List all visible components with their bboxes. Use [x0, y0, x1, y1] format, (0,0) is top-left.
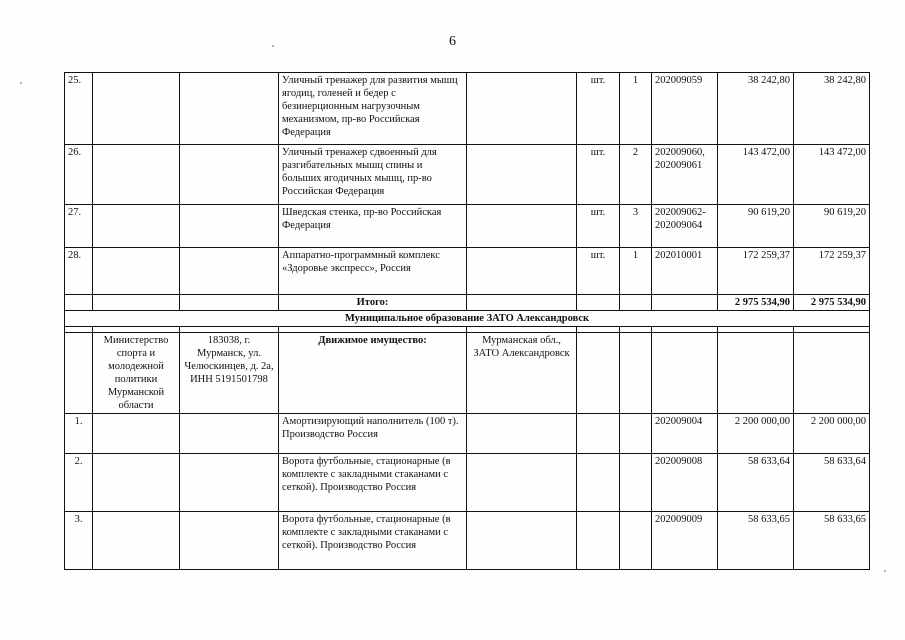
table-row	[65, 512, 870, 570]
table-cell	[467, 73, 577, 145]
table-cell	[180, 454, 279, 512]
num-cell: 3.	[65, 512, 93, 570]
inv-cell: 202009009	[652, 512, 718, 570]
qty-cell: 1	[620, 248, 652, 295]
unit-cell: шт.	[577, 248, 620, 295]
price-cell: 58 633,64	[718, 454, 794, 512]
qty-cell: 3	[620, 205, 652, 248]
scan-speck	[884, 570, 886, 572]
price-cell: 2 200 000,00	[718, 414, 794, 454]
name-cell: Аппаратно-программный комплекс «Здоровье экспресс», Россия	[279, 248, 467, 295]
num-cell: 2.	[65, 454, 93, 512]
table-row	[65, 248, 870, 295]
name-cell: Амортизирующий наполнитель (100 т). Производство Россия	[279, 414, 467, 454]
table-cell	[467, 414, 577, 454]
unit-cell: шт.	[577, 205, 620, 248]
unit-cell: шт.	[577, 73, 620, 145]
name-cell: Ворота футбольные, стационарные (в комплекте с закладными стаканами с сеткой). Производство Россия	[279, 454, 467, 512]
table-row	[65, 414, 870, 454]
table-cell	[467, 145, 577, 205]
scan-speck	[272, 45, 274, 47]
table-cell	[620, 454, 652, 512]
table-cell	[65, 295, 93, 311]
num-cell: 25.	[65, 73, 93, 145]
table-cell	[180, 512, 279, 570]
qty-cell: 2	[620, 145, 652, 205]
table-cell	[652, 333, 718, 414]
total-label: Итого:	[279, 295, 467, 311]
sum-cell: 2 200 000,00	[794, 414, 870, 454]
table-cell	[577, 512, 620, 570]
owner-address: 183038, г. Мурманск, ул. Челюскинцев, д. 2а, ИНН 5191501798	[180, 333, 279, 414]
scan-speck	[20, 82, 22, 84]
table-cell	[93, 295, 180, 311]
table-row	[65, 73, 870, 145]
name-cell: Уличный тренажер сдвоенный для разгибательных мышц спины и больших ягодичных мышц, пр-во Российская Федерация	[279, 145, 467, 205]
table-cell	[180, 73, 279, 145]
table-cell	[93, 454, 180, 512]
total-sum: 2 975 534,90	[794, 295, 870, 311]
num-cell: 1.	[65, 414, 93, 454]
table-cell	[652, 295, 718, 311]
total-price: 2 975 534,90	[718, 295, 794, 311]
num-cell: 26.	[65, 145, 93, 205]
property-table	[64, 72, 870, 570]
name-cell: Шведская стенка, пр-во Российская Федерация	[279, 205, 467, 248]
table-cell	[180, 295, 279, 311]
page-number: 6	[449, 34, 456, 49]
table-cell	[93, 145, 180, 205]
inv-cell: 202009059	[652, 73, 718, 145]
table-row	[65, 145, 870, 205]
section-row	[65, 311, 870, 327]
table-cell	[93, 512, 180, 570]
sum-cell: 143 472,00	[794, 145, 870, 205]
sum-cell: 90 619,20	[794, 205, 870, 248]
num-cell: 27.	[65, 205, 93, 248]
inv-cell: 202009060, 202009061	[652, 145, 718, 205]
name-cell: Уличный тренажер для развития мышц ягодиц, голеней и бедер с безинерционным нагрузочным механизмом, пр-во Российская Федерация	[279, 73, 467, 145]
inv-cell: 202009004	[652, 414, 718, 454]
table-cell	[93, 248, 180, 295]
sum-cell: 58 633,65	[794, 512, 870, 570]
table-cell	[65, 333, 93, 414]
owner-organization: Министерство спорта и молодежной политики Мурманской области	[93, 333, 180, 414]
property-category: Движимое имущество:	[279, 333, 467, 414]
table-cell	[180, 145, 279, 205]
table-cell	[467, 512, 577, 570]
table-cell	[718, 333, 794, 414]
price-cell: 90 619,20	[718, 205, 794, 248]
table-cell	[467, 295, 577, 311]
price-cell: 143 472,00	[718, 145, 794, 205]
price-cell: 58 633,65	[718, 512, 794, 570]
table-cell	[467, 454, 577, 512]
table-cell	[180, 414, 279, 454]
sum-cell: 38 242,80	[794, 73, 870, 145]
inv-cell: 202010001	[652, 248, 718, 295]
table-cell	[577, 454, 620, 512]
inv-cell: 202009008	[652, 454, 718, 512]
table-row	[65, 454, 870, 512]
sum-cell: 58 633,64	[794, 454, 870, 512]
table-cell	[577, 295, 620, 311]
total-row	[65, 295, 870, 311]
name-cell: Ворота футбольные, стационарные (в комплекте с закладными стаканами с сеткой). Производство Россия	[279, 512, 467, 570]
table-cell	[794, 333, 870, 414]
table-cell	[620, 512, 652, 570]
table-cell	[93, 73, 180, 145]
table-cell	[180, 248, 279, 295]
table-cell	[620, 414, 652, 454]
qty-cell: 1	[620, 73, 652, 145]
table-row	[65, 205, 870, 248]
num-cell: 28.	[65, 248, 93, 295]
price-cell: 38 242,80	[718, 73, 794, 145]
sum-cell: 172 259,37	[794, 248, 870, 295]
table-cell	[180, 205, 279, 248]
section-title: Муниципальное образование ЗАТО Александровск	[65, 311, 870, 327]
owner-header-row	[65, 333, 870, 414]
table-cell	[93, 414, 180, 454]
table-cell	[620, 333, 652, 414]
unit-cell: шт.	[577, 145, 620, 205]
table-cell	[93, 205, 180, 248]
table-cell	[620, 295, 652, 311]
table-cell	[577, 333, 620, 414]
price-cell: 172 259,37	[718, 248, 794, 295]
table-cell	[467, 248, 577, 295]
table-cell	[577, 414, 620, 454]
table-cell	[467, 205, 577, 248]
property-location: Мурманская обл., ЗАТО Александровск	[467, 333, 577, 414]
inv-cell: 202009062- 202009064	[652, 205, 718, 248]
